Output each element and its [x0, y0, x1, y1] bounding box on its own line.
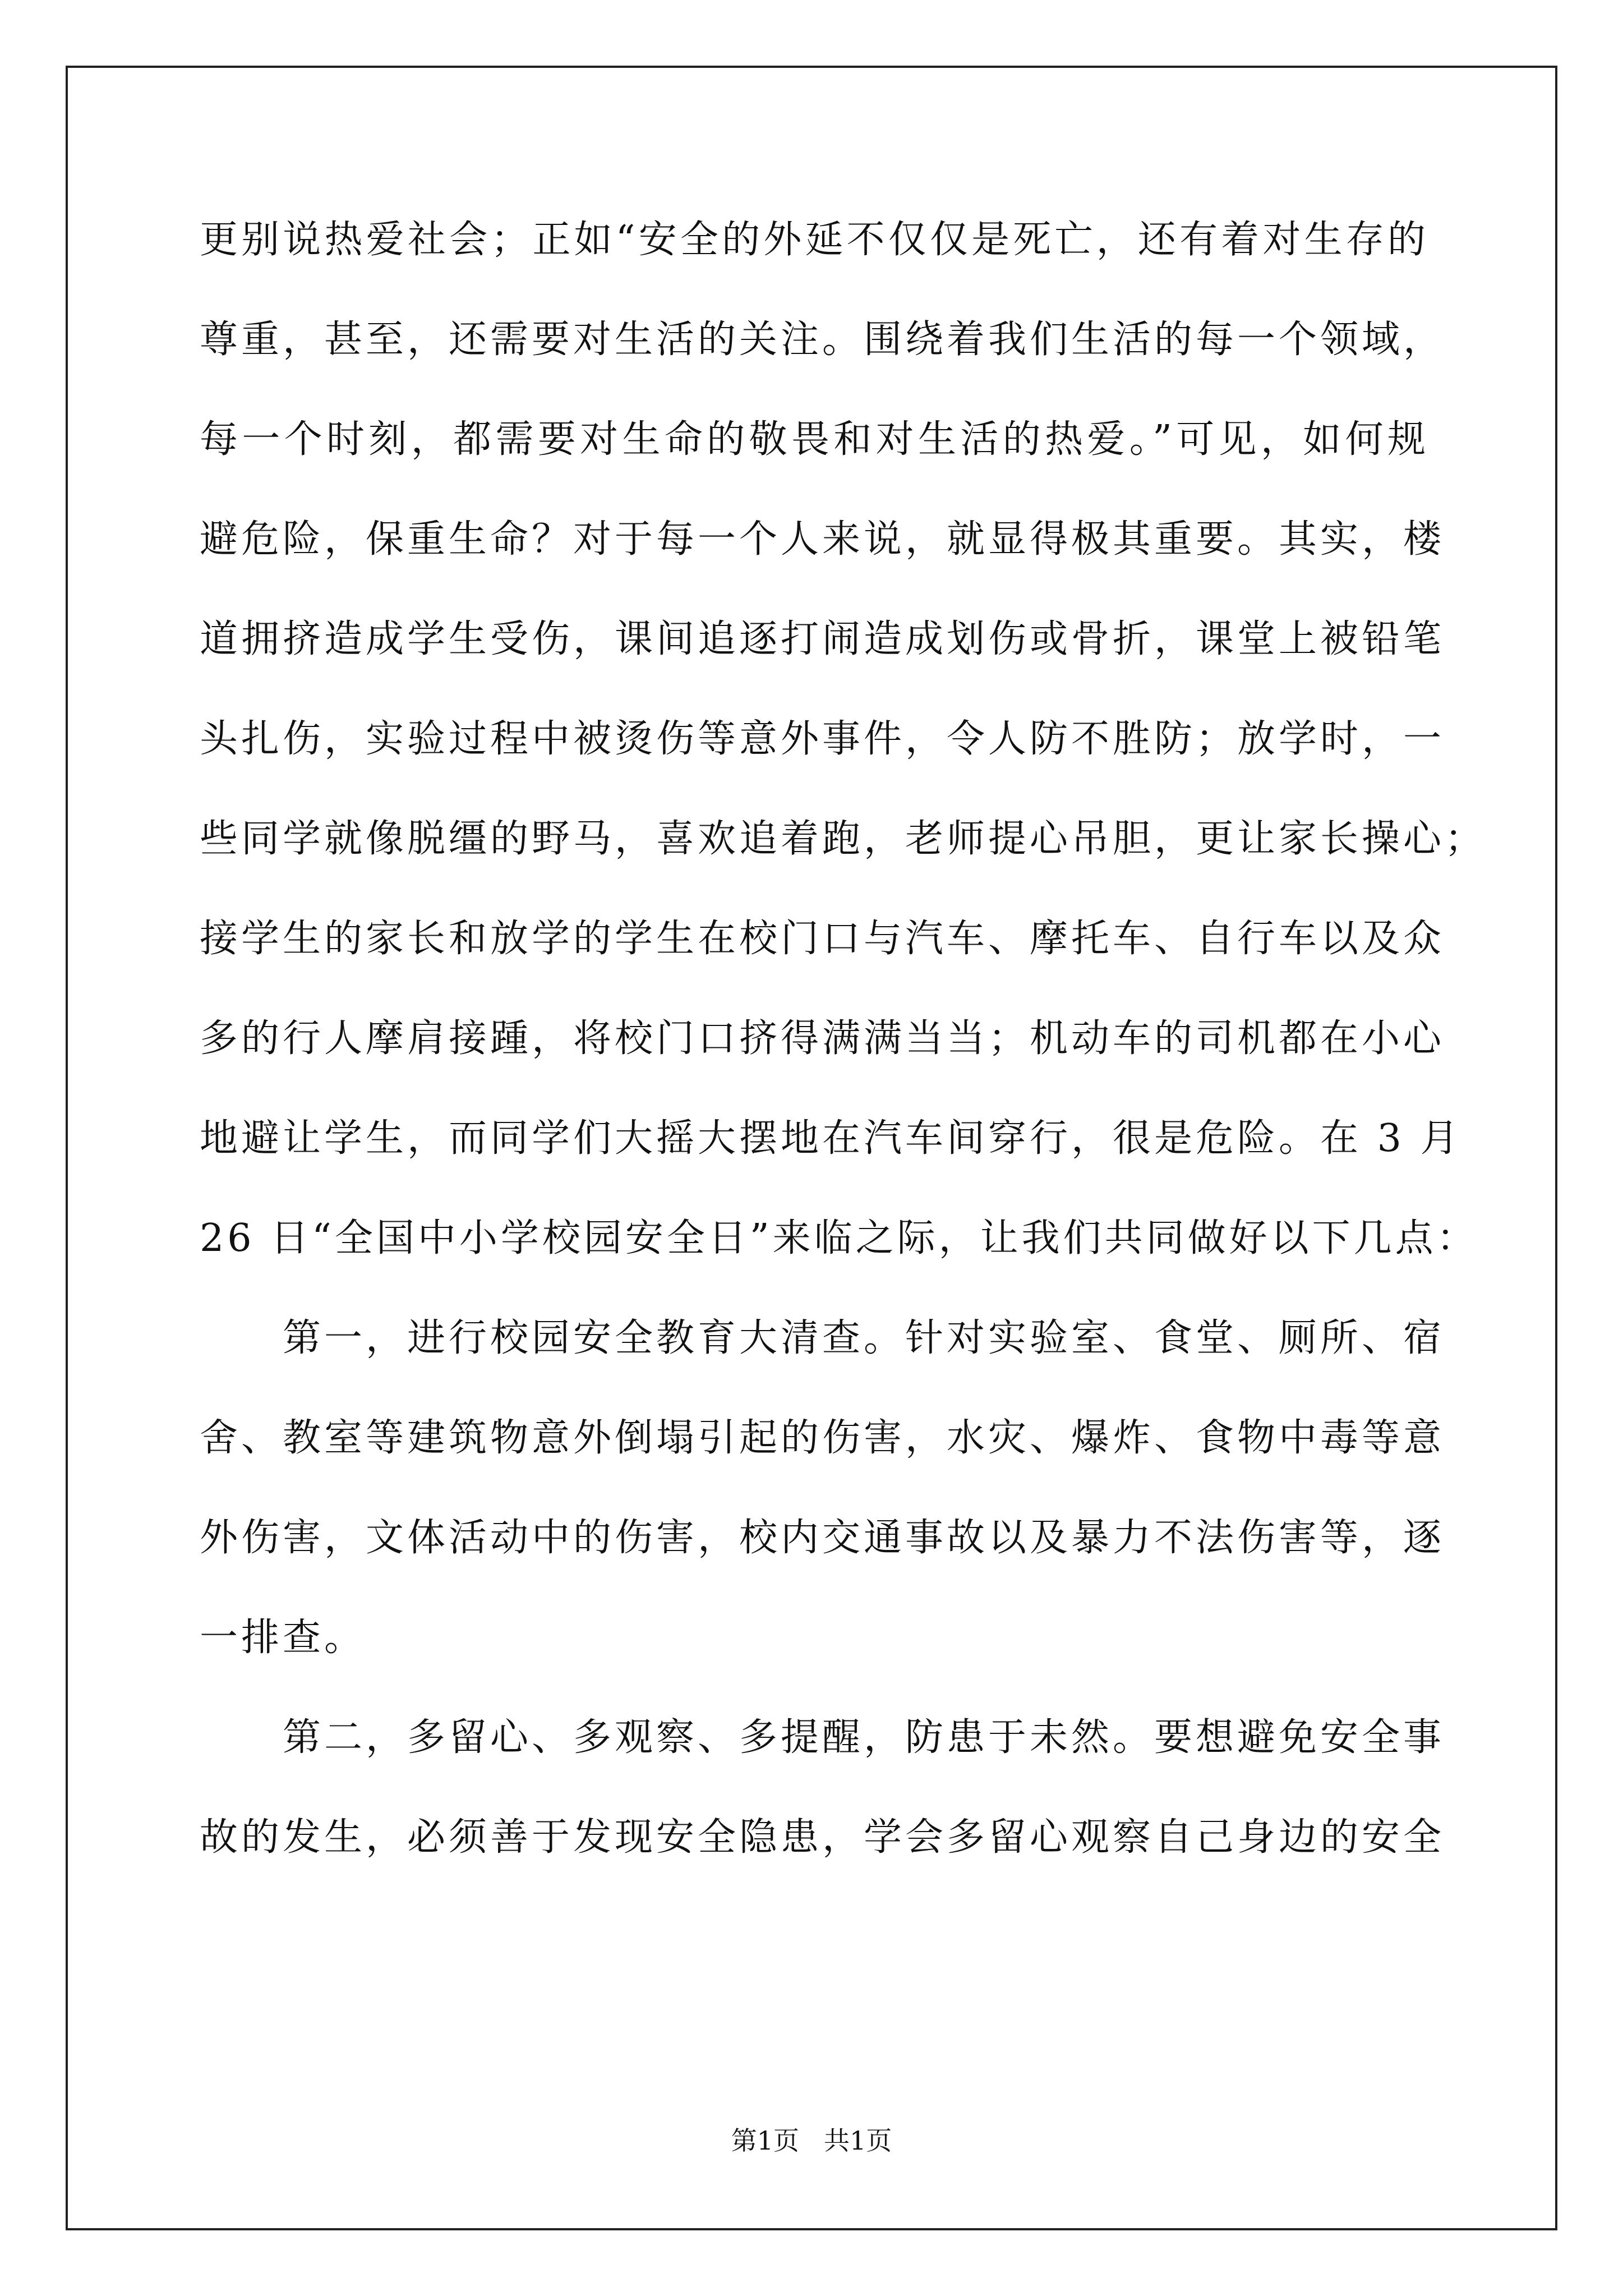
text-line: 尊重，甚至，还需要对生活的关注。围绕着我们生活的每一个领域，	[200, 318, 1445, 362]
text-line: 头扎伤，实验过程中被烫伤等意外事件，令人防不胜防；放学时，一	[200, 717, 1445, 761]
text-line: 舍、教室等建筑物意外倒塌引起的伤害，水灾、爆炸、食物中毒等意	[200, 1416, 1445, 1460]
text-line: 故的发生，必须善于发现安全隐患，学会多留心观察自己身边的安全	[200, 1815, 1445, 1860]
text-line: 26 日“全国中小学校园安全日”来临之际，让我们共同做好以下几点：	[200, 1216, 1478, 1260]
text-line: 每一个时刻，都需要对生命的敬畏和对生活的热爱。”可见，如何规	[200, 417, 1429, 462]
text-line: 接学生的家长和放学的学生在校门口与汽车、摩托车、自行车以及众	[200, 917, 1445, 961]
text-line: 避危险，保重生命？对于每一个人来说，就显得极其重要。其实，楼	[200, 517, 1445, 562]
page-footer	[0, 2124, 1623, 2157]
text-line: 多的行人摩肩接踵，将校门口挤得满满当当；机动车的司机都在小心	[200, 1016, 1445, 1061]
paragraph-start-line: 第二，多留心、多观察、多提醒，防患于未然。要想避免安全事	[200, 1715, 1445, 1760]
text-line: 更别说热爱社会；正如“安全的外延不仅仅是死亡，还有着对生存的	[200, 218, 1429, 262]
text-line: 外伤害，文体活动中的伤害，校内交通事故以及暴力不法伤害等，逐	[200, 1516, 1445, 1560]
page-total: 共1页	[824, 2125, 892, 2156]
text-line: 一排查。	[200, 1616, 366, 1660]
page-number: 第1页	[731, 2125, 799, 2156]
text-line: 地避让学生，而同学们大摇大摆地在汽车间穿行，很是危险。在 3 月	[200, 1116, 1462, 1161]
paragraph-start-line: 第一，进行校园安全教育大清查。针对实验室、食堂、厕所、宿	[200, 1316, 1445, 1360]
text-line: 些同学就像脱缰的野马，喜欢追着跑，老师提心吊胆，更让家长操心；	[200, 817, 1487, 861]
text-line: 道拥挤造成学生受伤，课间追逐打闹造成划伤或骨折，课堂上被铅笔	[200, 617, 1445, 661]
